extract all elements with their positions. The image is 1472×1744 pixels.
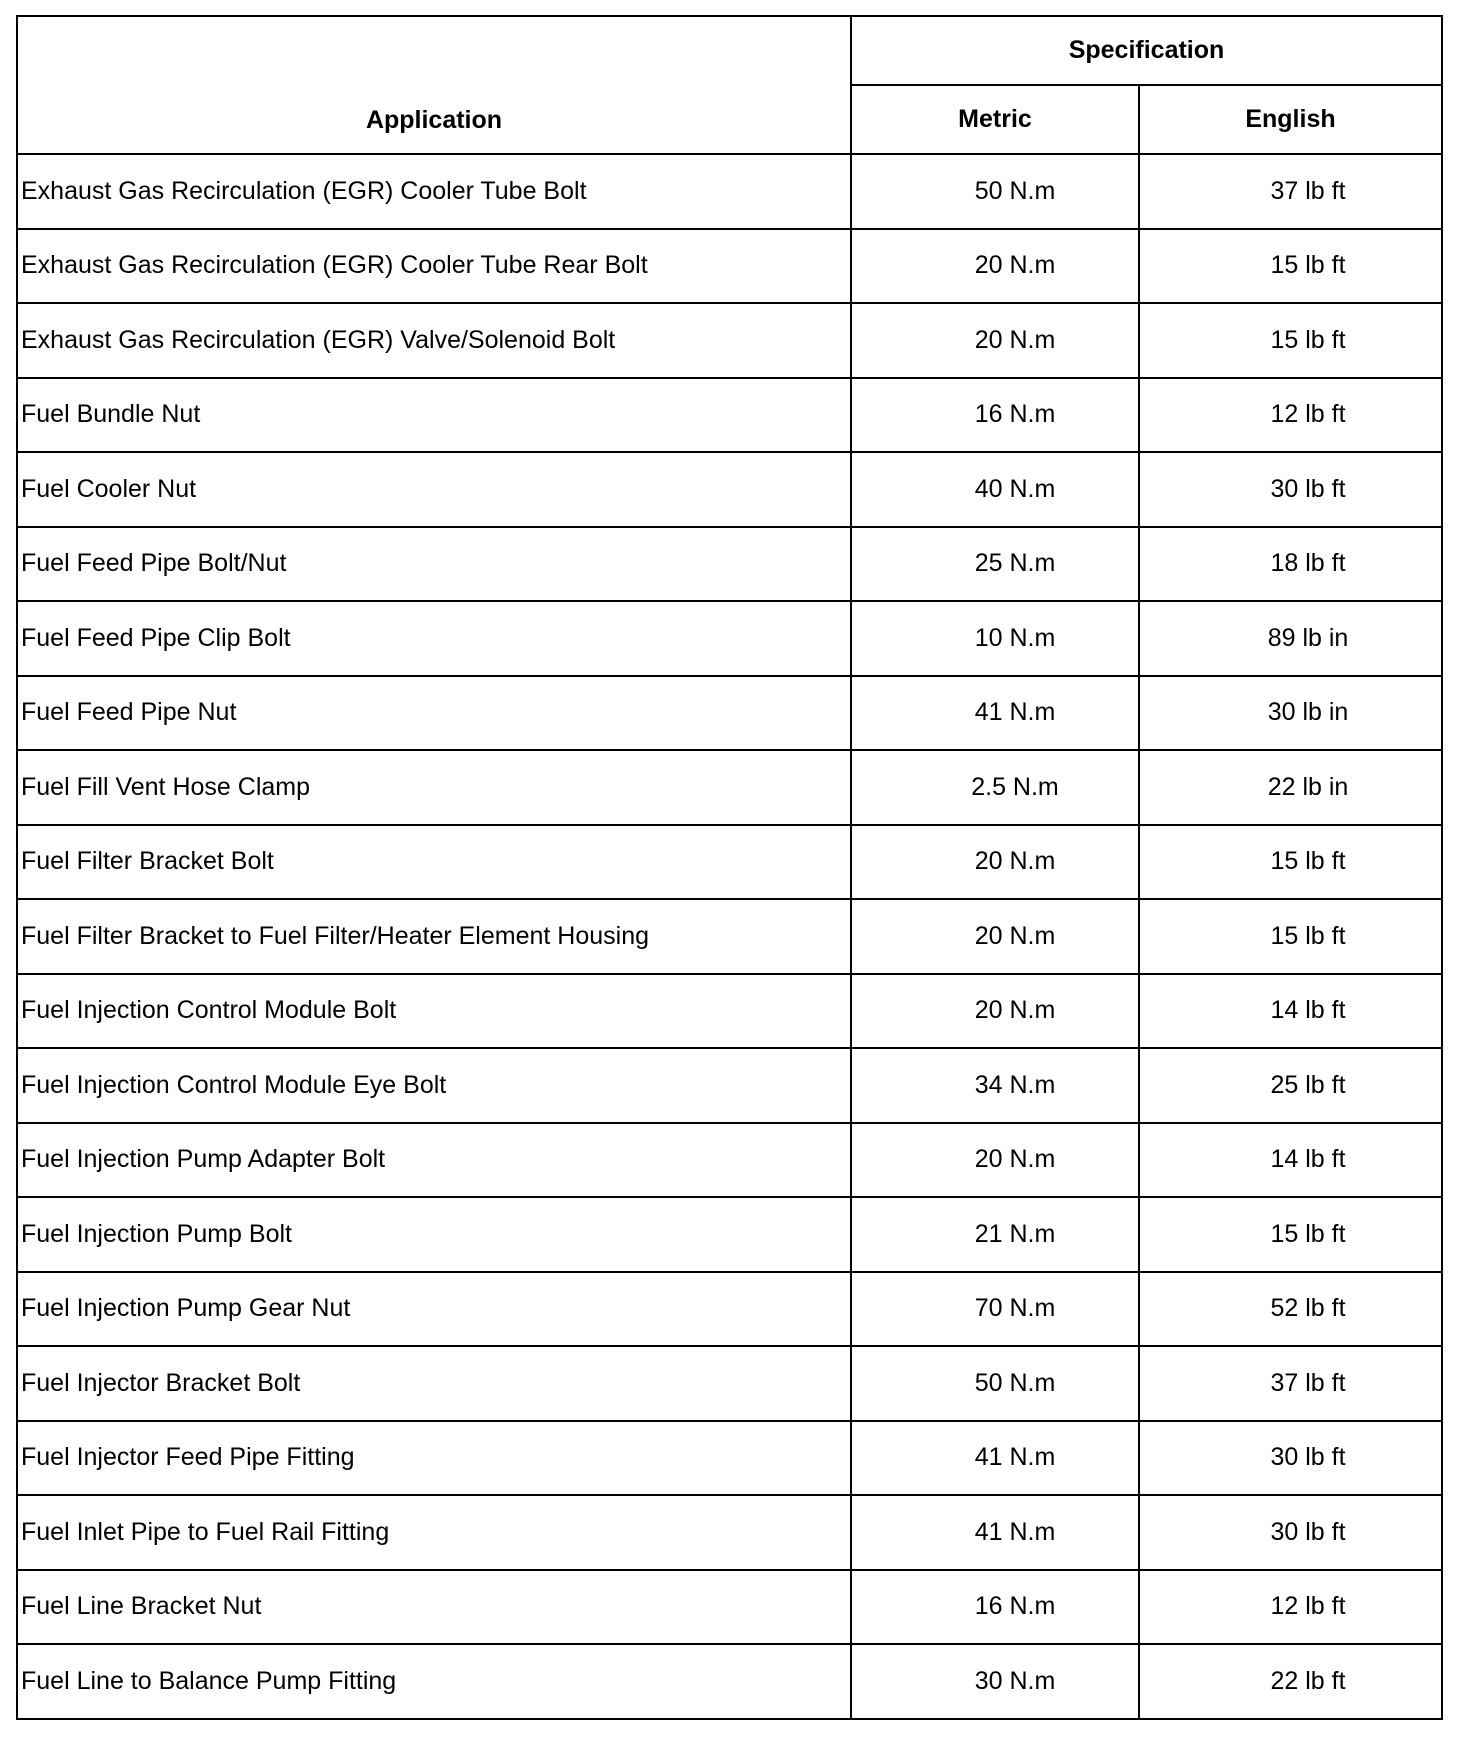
application-column-header: Application xyxy=(17,16,851,154)
english-value-cell: 14 lb ft xyxy=(1139,974,1442,1049)
application-cell: Fuel Filter Bracket Bolt xyxy=(17,825,851,900)
table-row xyxy=(17,601,1442,676)
application-cell: Fuel Injection Pump Bolt xyxy=(17,1197,851,1272)
metric-value-cell: 70 N.m xyxy=(851,1272,1139,1347)
metric-value-cell: 10 N.m xyxy=(851,601,1139,676)
english-value-cell: 89 lb in xyxy=(1139,601,1442,676)
application-cell: Fuel Injection Control Module Bolt xyxy=(17,974,851,1049)
metric-value-cell: 16 N.m xyxy=(851,378,1139,453)
application-cell: Fuel Feed Pipe Bolt/Nut xyxy=(17,527,851,602)
metric-value-cell: 50 N.m xyxy=(851,154,1139,229)
table-row xyxy=(17,676,1442,751)
application-cell: Fuel Injector Feed Pipe Fitting xyxy=(17,1421,851,1496)
english-value-cell: 52 lb ft xyxy=(1139,1272,1442,1347)
english-value-cell: 37 lb ft xyxy=(1139,1346,1442,1421)
application-cell: Exhaust Gas Recirculation (EGR) Cooler Tube Bolt xyxy=(17,154,851,229)
metric-value-cell: 40 N.m xyxy=(851,452,1139,527)
metric-value-cell: 41 N.m xyxy=(851,676,1139,751)
english-value-cell: 15 lb ft xyxy=(1139,825,1442,900)
english-value-cell: 30 lb ft xyxy=(1139,1495,1442,1570)
english-value-cell: 25 lb ft xyxy=(1139,1048,1442,1123)
english-value-cell: 15 lb ft xyxy=(1139,1197,1442,1272)
table-row xyxy=(17,825,1442,900)
english-value-cell: 18 lb ft xyxy=(1139,527,1442,602)
table-row xyxy=(17,378,1442,453)
english-value-cell: 12 lb ft xyxy=(1139,1570,1442,1645)
table-row xyxy=(17,974,1442,1049)
table-row xyxy=(17,1346,1442,1421)
application-cell: Fuel Injector Bracket Bolt xyxy=(17,1346,851,1421)
table-row xyxy=(17,1421,1442,1496)
application-cell: Exhaust Gas Recirculation (EGR) Cooler Tube Rear Bolt xyxy=(17,229,851,304)
metric-value-cell: 20 N.m xyxy=(851,229,1139,304)
metric-column-header: Metric xyxy=(851,85,1139,154)
metric-value-cell: 20 N.m xyxy=(851,1123,1139,1198)
metric-value-cell: 21 N.m xyxy=(851,1197,1139,1272)
application-cell: Fuel Feed Pipe Nut xyxy=(17,676,851,751)
metric-value-cell: 20 N.m xyxy=(851,974,1139,1049)
metric-value-cell: 41 N.m xyxy=(851,1495,1139,1570)
table-row xyxy=(17,303,1442,378)
application-cell: Fuel Fill Vent Hose Clamp xyxy=(17,750,851,825)
metric-value-cell: 20 N.m xyxy=(851,899,1139,974)
specification-group-header: Specification xyxy=(851,16,1442,85)
table-row xyxy=(17,154,1442,229)
table-row xyxy=(17,899,1442,974)
english-value-cell: 30 lb ft xyxy=(1139,452,1442,527)
metric-value-cell: 34 N.m xyxy=(851,1048,1139,1123)
table-row xyxy=(17,527,1442,602)
english-value-cell: 30 lb in xyxy=(1139,676,1442,751)
table-body xyxy=(17,154,1442,1719)
metric-value-cell: 50 N.m xyxy=(851,1346,1139,1421)
english-value-cell: 14 lb ft xyxy=(1139,1123,1442,1198)
english-value-cell: 15 lb ft xyxy=(1139,899,1442,974)
table-row xyxy=(17,750,1442,825)
table-row xyxy=(17,1644,1442,1719)
application-cell: Fuel Inlet Pipe to Fuel Rail Fitting xyxy=(17,1495,851,1570)
metric-value-cell: 20 N.m xyxy=(851,303,1139,378)
torque-specification-table xyxy=(16,15,1443,1720)
application-cell: Fuel Cooler Nut xyxy=(17,452,851,527)
metric-value-cell: 20 N.m xyxy=(851,825,1139,900)
table-row xyxy=(17,1123,1442,1198)
english-value-cell: 15 lb ft xyxy=(1139,303,1442,378)
table-row xyxy=(17,1495,1442,1570)
metric-value-cell: 30 N.m xyxy=(851,1644,1139,1719)
metric-value-cell: 2.5 N.m xyxy=(851,750,1139,825)
table-row xyxy=(17,1570,1442,1645)
application-cell: Fuel Line to Balance Pump Fitting xyxy=(17,1644,851,1719)
application-cell: Fuel Feed Pipe Clip Bolt xyxy=(17,601,851,676)
english-value-cell: 37 lb ft xyxy=(1139,154,1442,229)
english-column-header: English xyxy=(1139,85,1442,154)
english-value-cell: 15 lb ft xyxy=(1139,229,1442,304)
application-cell: Exhaust Gas Recirculation (EGR) Valve/Solenoid Bolt xyxy=(17,303,851,378)
application-cell: Fuel Filter Bracket to Fuel Filter/Heater Element Housing xyxy=(17,899,851,974)
table-row xyxy=(17,452,1442,527)
english-value-cell: 12 lb ft xyxy=(1139,378,1442,453)
application-cell: Fuel Injection Control Module Eye Bolt xyxy=(17,1048,851,1123)
application-cell: Fuel Injection Pump Adapter Bolt xyxy=(17,1123,851,1198)
table-row xyxy=(17,229,1442,304)
application-cell: Fuel Line Bracket Nut xyxy=(17,1570,851,1645)
table-header xyxy=(17,16,1442,154)
metric-value-cell: 25 N.m xyxy=(851,527,1139,602)
table-row xyxy=(17,1272,1442,1347)
application-cell: Fuel Injection Pump Gear Nut xyxy=(17,1272,851,1347)
header-row-top xyxy=(17,16,1442,85)
english-value-cell: 22 lb in xyxy=(1139,750,1442,825)
table-row xyxy=(17,1197,1442,1272)
table-row xyxy=(17,1048,1442,1123)
english-value-cell: 30 lb ft xyxy=(1139,1421,1442,1496)
metric-value-cell: 16 N.m xyxy=(851,1570,1139,1645)
application-cell: Fuel Bundle Nut xyxy=(17,378,851,453)
english-value-cell: 22 lb ft xyxy=(1139,1644,1442,1719)
metric-value-cell: 41 N.m xyxy=(851,1421,1139,1496)
